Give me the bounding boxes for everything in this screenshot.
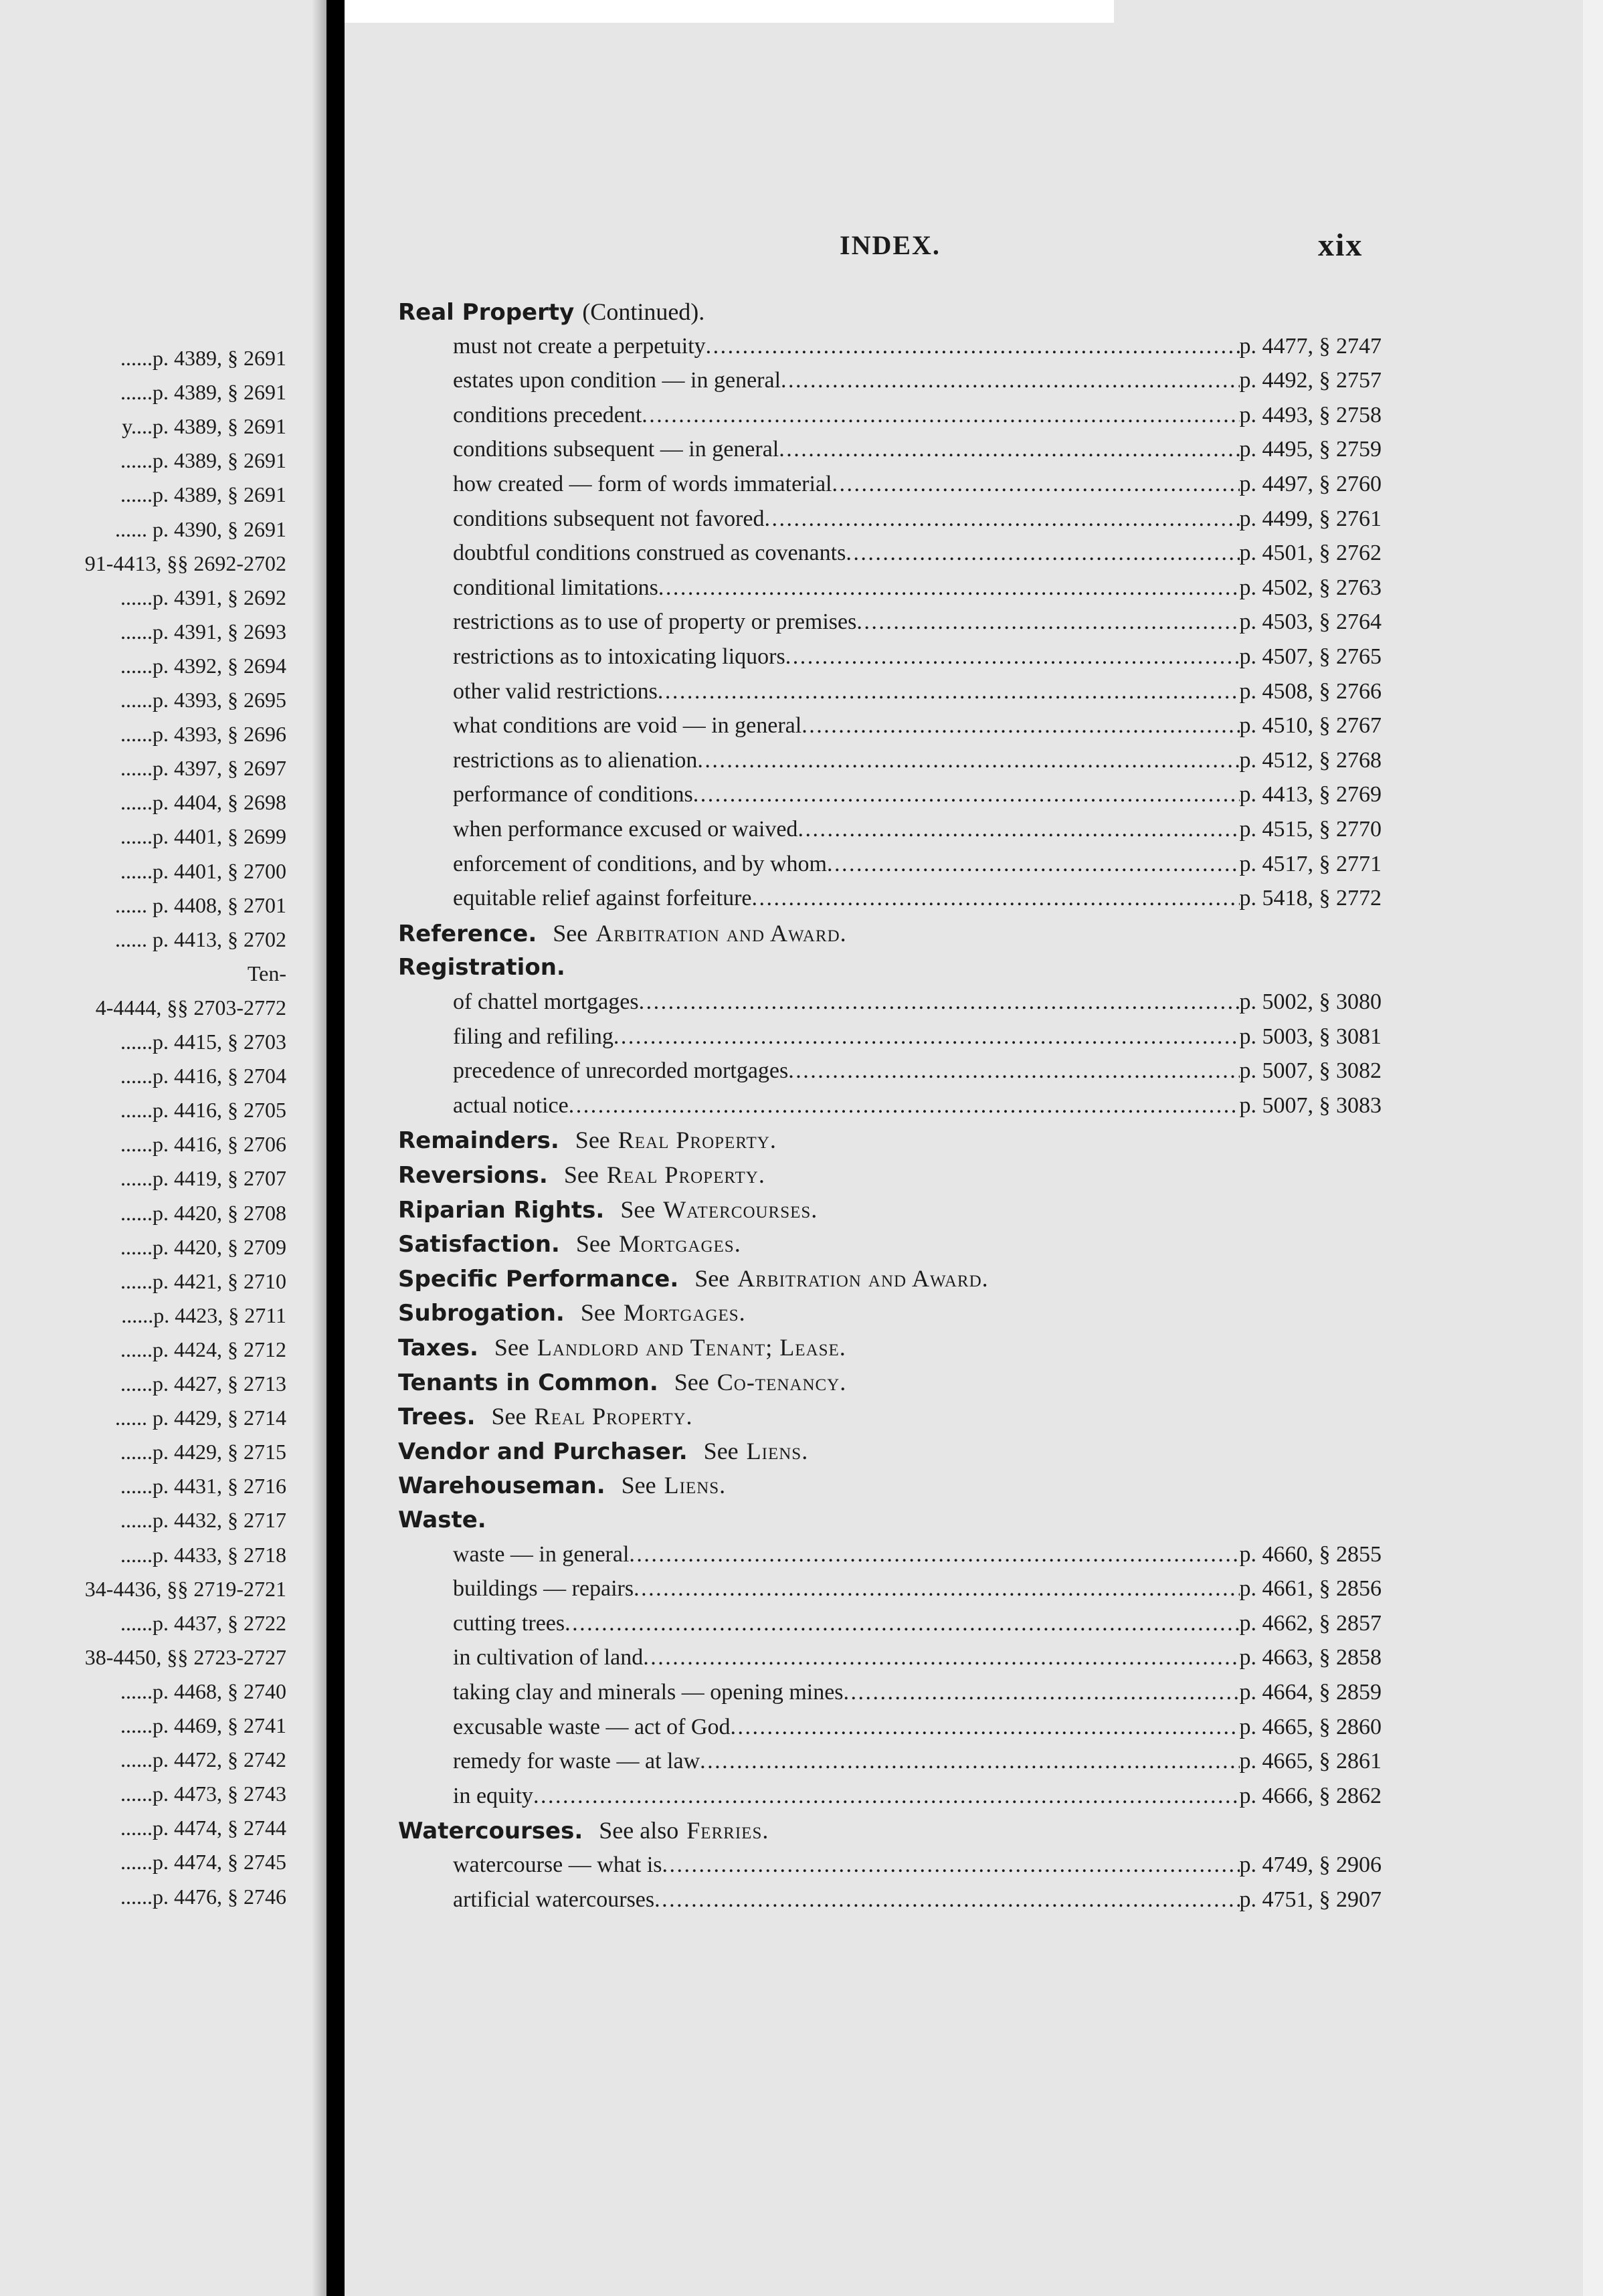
left-page-line: ......p. 4419, § 2707 bbox=[120, 1166, 286, 1191]
index-subentry bbox=[398, 1747, 1382, 1776]
see-label: See also bbox=[599, 1817, 679, 1844]
index-subentry bbox=[398, 850, 1382, 879]
index-heading bbox=[398, 1298, 1382, 1327]
left-page-line: ...... p. 4429, § 2714 bbox=[115, 1406, 286, 1430]
heading-term: Waste. bbox=[398, 1507, 486, 1533]
left-page-line: ......p. 4397, § 2697 bbox=[120, 756, 286, 781]
dot-leader bbox=[642, 401, 1239, 430]
subentry-text: equitable relief against forfeiture bbox=[453, 886, 752, 911]
cross-reference: Arbitration and Award. bbox=[595, 919, 847, 947]
left-page-line: ......p. 4437, § 2722 bbox=[120, 1610, 286, 1635]
subentry-text: what conditions are void — in general bbox=[453, 713, 802, 739]
subentry-text: conditions subsequent — in general bbox=[453, 437, 779, 462]
right-page-edge bbox=[1583, 0, 1603, 2296]
left-page-line: ......p. 4389, § 2691 bbox=[120, 346, 286, 370]
page-section-reference: p. 4751, § 2907 bbox=[1239, 1887, 1382, 1912]
left-page-line: ...... p. 4413, § 2702 bbox=[115, 927, 286, 951]
page-section-reference: p. 5418, § 2772 bbox=[1239, 886, 1382, 911]
see-label: See bbox=[553, 919, 588, 947]
left-page-line: ......p. 4416, § 2704 bbox=[120, 1064, 286, 1088]
subentry-text: must not create a perpetuity bbox=[453, 333, 706, 359]
dot-leader bbox=[779, 435, 1239, 464]
left-page-line: ......p. 4424, § 2712 bbox=[120, 1337, 286, 1361]
left-page-line: Ten- bbox=[247, 961, 286, 985]
page-section-reference: p. 4515, § 2770 bbox=[1239, 817, 1382, 842]
left-page-line: ......p. 4427, § 2713 bbox=[120, 1371, 286, 1396]
dot-leader bbox=[634, 1574, 1239, 1604]
heading-term: Tenants in Common. bbox=[398, 1369, 658, 1396]
subentry-text: restrictions as to intoxicating liquors bbox=[453, 644, 785, 669]
top-edge-strip bbox=[345, 0, 1114, 23]
index-subentry bbox=[398, 746, 1382, 775]
page-section-reference: p. 4663, § 2858 bbox=[1239, 1645, 1382, 1670]
left-page bbox=[0, 0, 326, 2296]
cross-reference: Real Property. bbox=[618, 1127, 777, 1154]
page-section-reference: p. 4499, § 2761 bbox=[1239, 506, 1382, 531]
index-subentry bbox=[398, 1713, 1382, 1742]
index-subentry bbox=[398, 607, 1382, 637]
see-label: See bbox=[620, 1195, 656, 1223]
index-heading bbox=[398, 953, 1382, 982]
see-label: See bbox=[494, 1334, 529, 1361]
dot-leader bbox=[797, 815, 1239, 844]
dot-leader bbox=[629, 1540, 1239, 1569]
left-page-line: ......p. 4416, § 2705 bbox=[120, 1098, 286, 1123]
page-section-reference: p. 4495, § 2759 bbox=[1239, 437, 1382, 462]
cross-reference: Landlord and Tenant; Lease. bbox=[537, 1334, 846, 1361]
left-page-line: ......p. 4391, § 2692 bbox=[120, 585, 286, 609]
running-header-title: INDEX. bbox=[840, 230, 941, 260]
left-page-line: ......p. 4393, § 2695 bbox=[120, 688, 286, 712]
page-section-reference: p. 4512, § 2768 bbox=[1239, 747, 1382, 773]
left-page-line: 34-4436, §§ 2719-2721 bbox=[84, 1576, 286, 1601]
subentry-text: restrictions as to use of property or premises bbox=[453, 609, 857, 635]
dot-leader bbox=[643, 1643, 1239, 1672]
subentry-text: taking clay and minerals — opening mines bbox=[453, 1680, 844, 1705]
index-subentry bbox=[398, 677, 1382, 706]
dot-leader bbox=[693, 780, 1240, 809]
page-number: xix bbox=[1318, 227, 1363, 263]
dot-leader bbox=[658, 677, 1240, 706]
index-heading bbox=[398, 1367, 1382, 1397]
left-page-line: 38-4450, §§ 2723-2727 bbox=[84, 1644, 286, 1669]
heading-term: Reversions. bbox=[398, 1162, 548, 1189]
subentry-text: artificial watercourses bbox=[453, 1887, 655, 1912]
dot-leader bbox=[662, 1850, 1240, 1880]
subentry-text: in cultivation of land bbox=[453, 1645, 644, 1670]
page-section-reference: p. 4661, § 2856 bbox=[1239, 1576, 1382, 1602]
dot-leader bbox=[614, 1022, 1240, 1052]
page-section-reference: p. 4510, § 2767 bbox=[1239, 713, 1382, 739]
page-section-reference: p. 4493, § 2758 bbox=[1239, 402, 1382, 427]
index-heading bbox=[398, 1402, 1382, 1431]
page-section-reference: p. 4503, § 2764 bbox=[1239, 609, 1382, 635]
index-heading bbox=[398, 1436, 1382, 1466]
page-section-reference: p. 5007, § 3083 bbox=[1239, 1092, 1382, 1118]
heading-term: Taxes. bbox=[398, 1335, 478, 1361]
heading-term: Vendor and Purchaser. bbox=[398, 1438, 688, 1465]
page-section-reference: p. 4413, § 2769 bbox=[1239, 782, 1382, 807]
left-page-line: ......p. 4476, § 2746 bbox=[120, 1884, 286, 1909]
heading-term: Remainders. bbox=[398, 1127, 559, 1155]
page-section-reference: p. 4665, § 2861 bbox=[1239, 1749, 1382, 1774]
subentry-text: how created — form of words immaterial bbox=[453, 472, 832, 496]
dot-leader bbox=[654, 1885, 1239, 1915]
index-subentry bbox=[398, 1574, 1382, 1604]
index-subentry bbox=[398, 1885, 1382, 1915]
see-label: See bbox=[491, 1403, 527, 1430]
index-subentry bbox=[398, 1091, 1382, 1121]
index-subentry bbox=[398, 332, 1382, 361]
page-section-reference: p. 4508, § 2766 bbox=[1239, 678, 1382, 704]
subentry-text: cutting trees bbox=[453, 1610, 565, 1636]
page-section-reference: p. 5007, § 3082 bbox=[1239, 1058, 1382, 1084]
dot-leader bbox=[730, 1713, 1239, 1742]
page-section-reference: p. 4662, § 2857 bbox=[1239, 1610, 1382, 1636]
page-section-reference: p. 4660, § 2855 bbox=[1239, 1541, 1382, 1567]
page-section-reference: p. 5002, § 3080 bbox=[1239, 989, 1382, 1014]
dot-leader bbox=[788, 1056, 1239, 1086]
cross-reference: Real Property. bbox=[606, 1161, 765, 1188]
dot-leader bbox=[533, 1782, 1240, 1811]
left-page-line: ......p. 4391, § 2693 bbox=[120, 619, 286, 644]
left-page-line: ......p. 4468, § 2740 bbox=[120, 1679, 286, 1703]
left-page-line: ......p. 4423, § 2711 bbox=[121, 1303, 286, 1327]
heading-term: Real Property bbox=[398, 299, 575, 326]
subentry-text: enforcement of conditions, and by whom bbox=[453, 851, 827, 876]
index-heading bbox=[398, 1816, 1382, 1845]
subentry-text: waste — in general bbox=[453, 1541, 630, 1567]
heading-term: Satisfaction. bbox=[398, 1231, 560, 1258]
page-section-reference: p. 4501, § 2762 bbox=[1239, 541, 1382, 566]
dot-leader bbox=[765, 504, 1240, 534]
see-label: See bbox=[694, 1264, 730, 1292]
heading-term: Subrogation. bbox=[398, 1300, 565, 1327]
left-page-line: ......p. 4420, § 2708 bbox=[120, 1200, 286, 1225]
heading-term: Specific Performance. bbox=[398, 1265, 679, 1293]
left-page-line: ......p. 4401, § 2699 bbox=[120, 824, 286, 849]
dot-leader bbox=[781, 366, 1239, 395]
index-heading bbox=[398, 1195, 1382, 1224]
left-page-line: ......p. 4474, § 2744 bbox=[120, 1816, 286, 1840]
dot-leader bbox=[565, 1609, 1239, 1638]
index-subentry bbox=[398, 470, 1382, 499]
dot-leader bbox=[658, 573, 1240, 603]
subentry-text: other valid restrictions bbox=[453, 678, 658, 704]
subentry-text: excusable waste — act of God bbox=[453, 1714, 731, 1739]
dot-leader bbox=[827, 850, 1240, 879]
index-subentry bbox=[398, 780, 1382, 809]
page-section-reference: p. 4507, § 2765 bbox=[1239, 644, 1382, 669]
dot-leader bbox=[697, 746, 1239, 775]
index-heading bbox=[398, 297, 1382, 326]
see-label: See bbox=[703, 1437, 739, 1464]
cross-reference: Co-tenancy. bbox=[717, 1368, 847, 1396]
heading-term: Trees. bbox=[398, 1404, 476, 1431]
index-subentry bbox=[398, 504, 1382, 534]
cross-reference: Arbitration and Award. bbox=[737, 1264, 989, 1292]
see-label: See bbox=[621, 1472, 656, 1499]
heading-term: Reference. bbox=[398, 920, 537, 947]
heading-note: (Continued). bbox=[582, 298, 705, 325]
subentry-text: filing and refiling bbox=[453, 1024, 614, 1049]
index-heading bbox=[398, 1160, 1382, 1189]
cross-reference: Mortgages. bbox=[618, 1230, 741, 1258]
heading-term: Registration. bbox=[398, 954, 565, 981]
cross-reference: Ferries. bbox=[686, 1817, 769, 1844]
left-page-line: ......p. 4474, § 2745 bbox=[120, 1850, 286, 1875]
dot-leader bbox=[700, 1747, 1239, 1776]
dot-leader bbox=[569, 1091, 1240, 1121]
index-heading bbox=[398, 919, 1382, 948]
see-label: See bbox=[575, 1230, 611, 1258]
subentry-text: estates upon condition — in general bbox=[453, 368, 781, 393]
left-page-line: ......p. 4420, § 2709 bbox=[120, 1234, 286, 1259]
left-page-line: ...... p. 4390, § 2691 bbox=[115, 516, 286, 541]
left-page-line: ......p. 4401, § 2700 bbox=[120, 858, 286, 883]
index-subentry bbox=[398, 1540, 1382, 1569]
index-subentry bbox=[398, 435, 1382, 464]
index-subentry bbox=[398, 711, 1382, 741]
subentry-text: performance of conditions bbox=[453, 782, 693, 807]
page-section-reference: p. 4666, § 2862 bbox=[1239, 1783, 1382, 1808]
page-section-reference: p. 4749, § 2906 bbox=[1239, 1852, 1382, 1877]
index-subentry bbox=[398, 539, 1382, 568]
index-subentry bbox=[398, 1678, 1382, 1707]
subentry-text: conditional limitations bbox=[453, 575, 658, 600]
left-page-line: ......p. 4389, § 2691 bbox=[120, 448, 286, 473]
left-page-line: ......p. 4404, § 2698 bbox=[120, 790, 286, 815]
index-subentry bbox=[398, 1850, 1382, 1880]
left-page-line: ......p. 4473, § 2743 bbox=[120, 1782, 286, 1806]
dot-leader bbox=[785, 642, 1240, 672]
page-section-reference: p. 4502, § 2763 bbox=[1239, 575, 1382, 600]
left-page-line: ......p. 4393, § 2696 bbox=[120, 722, 286, 747]
left-page-line: 91-4413, §§ 2692-2702 bbox=[84, 551, 286, 575]
dot-leader bbox=[639, 987, 1240, 1017]
heading-term: Watercourses. bbox=[398, 1818, 583, 1845]
dot-leader bbox=[706, 332, 1240, 361]
left-page-line: ......p. 4389, § 2691 bbox=[120, 380, 286, 405]
left-page-line: ......p. 4472, § 2742 bbox=[120, 1747, 286, 1772]
see-label: See bbox=[575, 1127, 610, 1154]
index-subentry bbox=[398, 815, 1382, 844]
left-page-line: ......p. 4429, § 2715 bbox=[120, 1440, 286, 1464]
dot-leader bbox=[752, 884, 1240, 913]
index-subentry bbox=[398, 401, 1382, 430]
page-section-reference: p. 4665, § 2860 bbox=[1239, 1714, 1382, 1739]
dot-leader bbox=[856, 607, 1239, 637]
index-heading bbox=[398, 1125, 1382, 1155]
see-label: See bbox=[563, 1161, 599, 1188]
left-page-line: 4-4444, §§ 2703-2772 bbox=[95, 995, 286, 1020]
subentry-text: when performance excused or waived bbox=[453, 817, 798, 842]
left-page-line: ......p. 4432, § 2717 bbox=[120, 1508, 286, 1533]
left-page-line: ......p. 4392, § 2694 bbox=[120, 653, 286, 678]
cross-reference: Liens. bbox=[746, 1437, 809, 1464]
page-section-reference: p. 4477, § 2747 bbox=[1239, 333, 1382, 359]
dot-leader bbox=[832, 470, 1239, 499]
subentry-text: actual notice bbox=[453, 1092, 569, 1118]
subentry-text: buildings — repairs bbox=[453, 1576, 634, 1602]
left-page-line: ......p. 4431, § 2716 bbox=[120, 1474, 286, 1499]
index-subentry bbox=[398, 1643, 1382, 1672]
subentry-text: doubtful conditions construed as covenants bbox=[453, 541, 846, 566]
subentry-text: remedy for waste — at law bbox=[453, 1749, 700, 1774]
index-heading bbox=[398, 1470, 1382, 1500]
index-subentry bbox=[398, 1609, 1382, 1638]
left-page-line: ...... p. 4408, § 2701 bbox=[115, 892, 286, 917]
subentry-text: of chattel mortgages bbox=[453, 989, 639, 1014]
dot-leader bbox=[802, 711, 1239, 741]
page-section-reference: p. 5003, § 3081 bbox=[1239, 1024, 1382, 1049]
cross-reference: Liens. bbox=[664, 1472, 727, 1499]
page-section-reference: p. 4497, § 2760 bbox=[1239, 472, 1382, 496]
dot-leader bbox=[846, 539, 1239, 568]
subentry-text: watercourse — what is bbox=[453, 1852, 662, 1877]
subentry-text: conditions precedent bbox=[453, 402, 642, 427]
left-page-line: ......p. 4421, § 2710 bbox=[120, 1268, 286, 1293]
index-subentry bbox=[398, 573, 1382, 603]
left-page-line: ......p. 4415, § 2703 bbox=[120, 1030, 286, 1054]
cross-reference: Watercourses. bbox=[663, 1195, 818, 1223]
heading-term: Riparian Rights. bbox=[398, 1196, 605, 1224]
index-heading bbox=[398, 1333, 1382, 1362]
index-heading bbox=[398, 1229, 1382, 1258]
index-subentry bbox=[398, 642, 1382, 672]
subentry-text: in equity bbox=[453, 1783, 533, 1808]
subentry-text: conditions subsequent not favored bbox=[453, 506, 765, 531]
page-section-reference: p. 4664, § 2859 bbox=[1239, 1680, 1382, 1705]
index-subentry bbox=[398, 1022, 1382, 1052]
index-subentry bbox=[398, 1782, 1382, 1811]
left-page-line: ......p. 4389, § 2691 bbox=[120, 482, 286, 507]
index-heading bbox=[398, 1264, 1382, 1293]
see-label: See bbox=[580, 1299, 616, 1327]
left-page-line: ......p. 4433, § 2718 bbox=[120, 1542, 286, 1567]
left-page-line: ......p. 4469, § 2741 bbox=[120, 1713, 286, 1737]
page-section-reference: p. 4492, § 2757 bbox=[1239, 368, 1382, 393]
subentry-text: restrictions as to alienation bbox=[453, 747, 698, 773]
index-subentry bbox=[398, 366, 1382, 395]
left-page-line: ......p. 4416, § 2706 bbox=[120, 1132, 286, 1157]
subentry-text: precedence of unrecorded mortgages bbox=[453, 1058, 789, 1084]
page-section-reference: p. 4517, § 2771 bbox=[1239, 851, 1382, 876]
index-subentry bbox=[398, 1056, 1382, 1086]
see-label: See bbox=[674, 1368, 709, 1396]
index-heading bbox=[398, 1505, 1382, 1535]
dot-leader bbox=[844, 1678, 1240, 1707]
heading-term: Warehouseman. bbox=[398, 1472, 605, 1500]
left-page-line: y....p. 4389, § 2691 bbox=[122, 414, 286, 439]
index-subentry bbox=[398, 884, 1382, 913]
index-subentry bbox=[398, 987, 1382, 1017]
cross-reference: Real Property. bbox=[534, 1403, 693, 1430]
cross-reference: Mortgages. bbox=[623, 1299, 746, 1327]
